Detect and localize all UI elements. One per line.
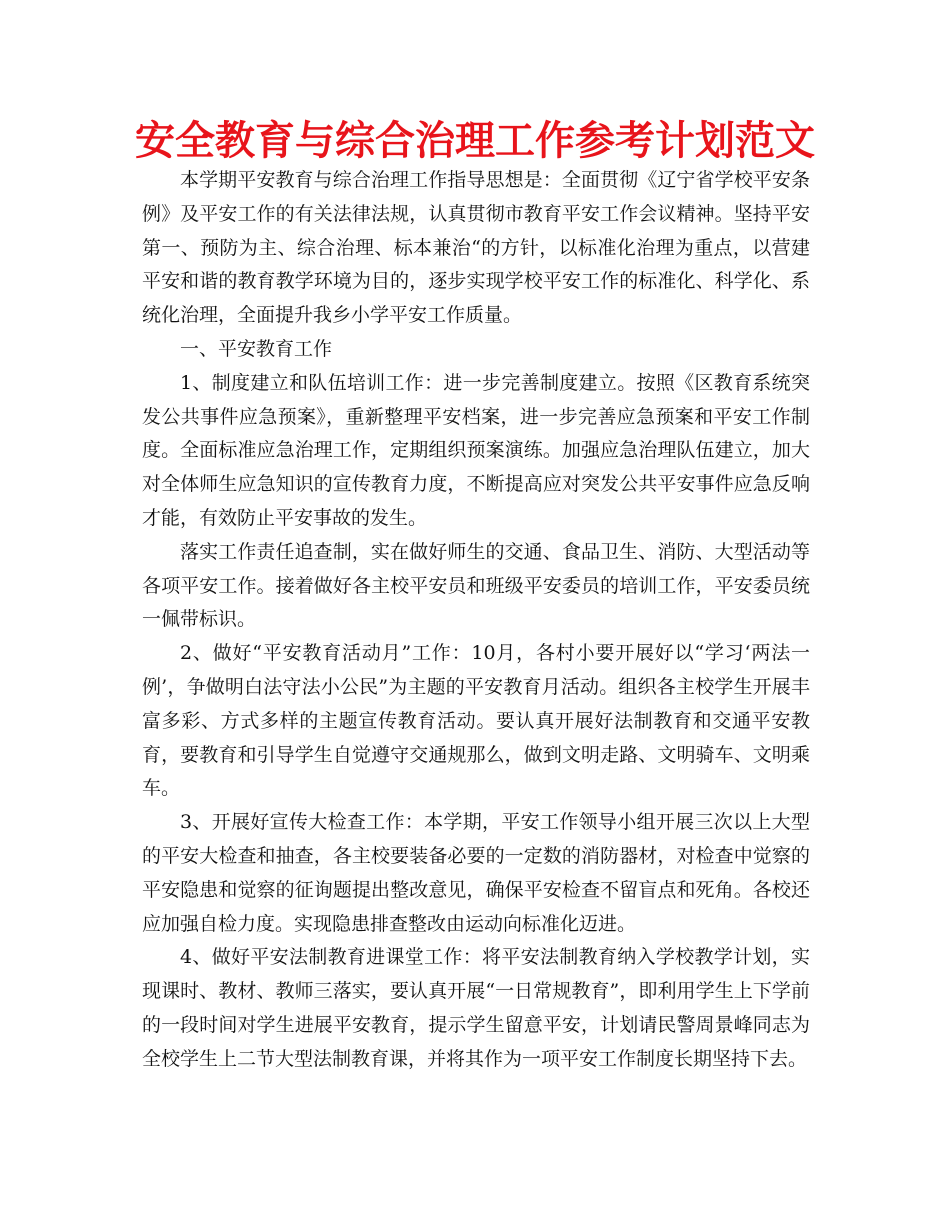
paragraph-responsibility: 落实工作责任追查制，实在做好师生的交通、食品卫生、消防、大型活动等各项平安工作。接着做好各主校平安员和班级平安委员的培训工作，平安委员统一佩带标识。 — [142, 540, 810, 631]
paragraph-item-3: 3、开展好宣传大检查工作：本学期，平安工作领导小组开展三次以上大型的平安大检查和抽查，各主校要装备必要的一定数的消防器材，对检查中觉察的平安隐患和觉察的征询题提出整改意见，确保平安检查不留盲点和死角。各校还应加强自检力度。实现隐患排查整改由运动向标准化迈进。 — [142, 811, 810, 935]
paragraph-guiding-ideology: 本学期平安教育与综合治理工作指导思想是：全面贯彻《辽宁省学校平安条例》及平安工作的有关法律法规，认真贯彻市教育平安工作会议精神。坚持平安第一、预防为主、综合治理、标本兼治“的方针，以标准化治理为重点，以营建平安和谐的教育教学环境为目的，逐步实现学校平安工作的标准化、科学化、系统化治理，全面提升我乡小学平安工作质量。 — [142, 169, 810, 327]
section-heading-safety-education: 一、平安教育工作 — [180, 337, 333, 360]
paragraph-item-2: 2、做好“平安教育活动月”工作：10月，各村小要开展好以“学习‘两法一例’，争做明白法守法小公民”为主题的平安教育月活动。组织各主校学生开展丰富多彩、方式多样的主题宣传教育活动。要认真开展好法制教育和交通平安教育，要教育和引导学生自觉遵守交通规那么，做到文明走路、文明骑车、文明乘车。 — [142, 642, 810, 800]
paragraph-item-1: 1、制度建立和队伍培训工作：进一步完善制度建立。按照《区教育系统突发公共事件应急预案》，重新整理平安档案，进一步完善应急预案和平安工作制度。全面标准应急治理工作，定期组织预案演练。加强应急治理队伍建立，加大对全体师生应急知识的宣传教育力度，不断提高应对突发公共平安事件应急反响才能，有效防止平安事故的发生。 — [142, 371, 810, 529]
document-body — [142, 164, 810, 1077]
document-title: 安全教育与综合治理工作参考计划范文 — [135, 118, 815, 164]
paragraph-item-4: 4、做好平安法制教育进课堂工作：将平安法制教育纳入学校教学计划，实现课时、教材、教师三落实，要认真开展“一日常规教育”，即利用学生上下学前的一段时间对学生进展平安教育，提示学生留意平安，计划请民警周景峰同志为全校学生上二节大型法制教育课，并将其作为一项平安工作制度长期坚持下去。 — [142, 946, 810, 1070]
